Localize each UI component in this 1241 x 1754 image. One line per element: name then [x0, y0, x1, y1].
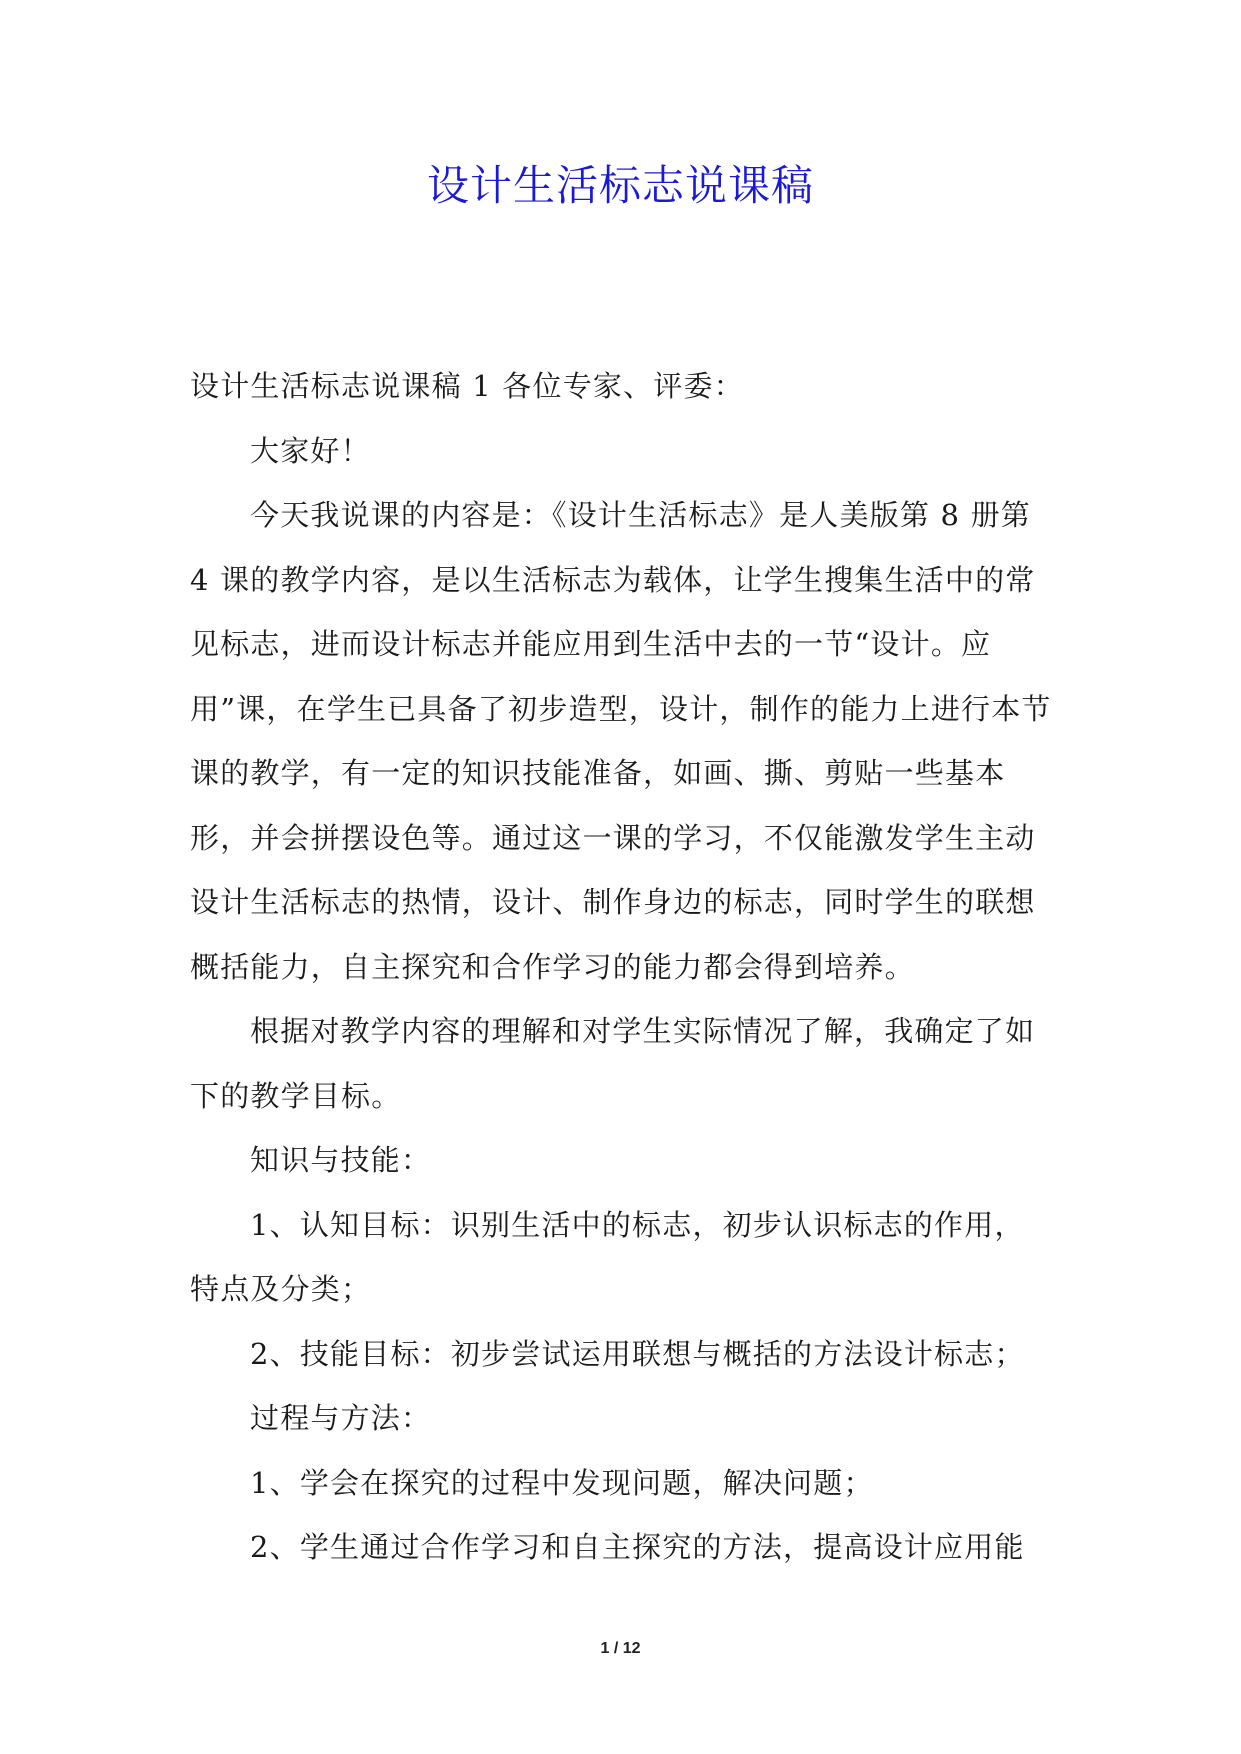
paragraph-knowledge-skills-heading: 知识与技能： — [250, 1143, 432, 1177]
paragraph-process-method-heading: 过程与方法： — [250, 1401, 432, 1435]
document-body — [190, 354, 1052, 1580]
paragraph-greeting-heading: 设计生活标志说课稿 1 各位专家、评委： — [190, 369, 744, 403]
paragraph-hello: 大家好！ — [250, 433, 371, 468]
paragraph-process-item-1: 1、学会在探究的过程中发现问题，解决问题； — [250, 1465, 874, 1500]
paragraph-teaching-goals-intro: 根据对教学内容的理解和对学生实际情况了解，我确定了如下的教学目标。 — [190, 1014, 1036, 1113]
paragraph-lesson-content: 今天我说课的内容是：《设计生活标志》是人美版第 8 册第 4 课的教学内容，是以生活标志为载体，让学生搜集生活中的常见标志，进而设计标志并能应用到生活中去的一节“设计。应用”课，在学生已具备了初步造型，设计，制作的能力上进行本节课的教学，有一定的知识技能准备，如画、撕、剪贴一些基本形，并会拼摆设色等。通过这一课的学习，不仅能激发学生主动设计生活标志的热情，设计、制作身边的标志，同时学生的联想概括能力，自主探究和合作学习的能力都会得到培养。 — [190, 498, 1052, 984]
paragraph-cognitive-goal: 1、认知目标：识别生活中的标志，初步认识标志的作用，特点及分类； — [190, 1207, 1025, 1306]
page-number: 1 / 12 — [600, 1640, 641, 1657]
paragraph-skill-goal: 2、技能目标：初步尝试运用联想与概括的方法设计标志； — [250, 1336, 1025, 1371]
document-title: 设计生活标志说课稿 — [426, 161, 814, 210]
paragraph-process-item-2: 2、学生通过合作学习和自主探究的方法，提高设计应用能 — [250, 1530, 1025, 1564]
